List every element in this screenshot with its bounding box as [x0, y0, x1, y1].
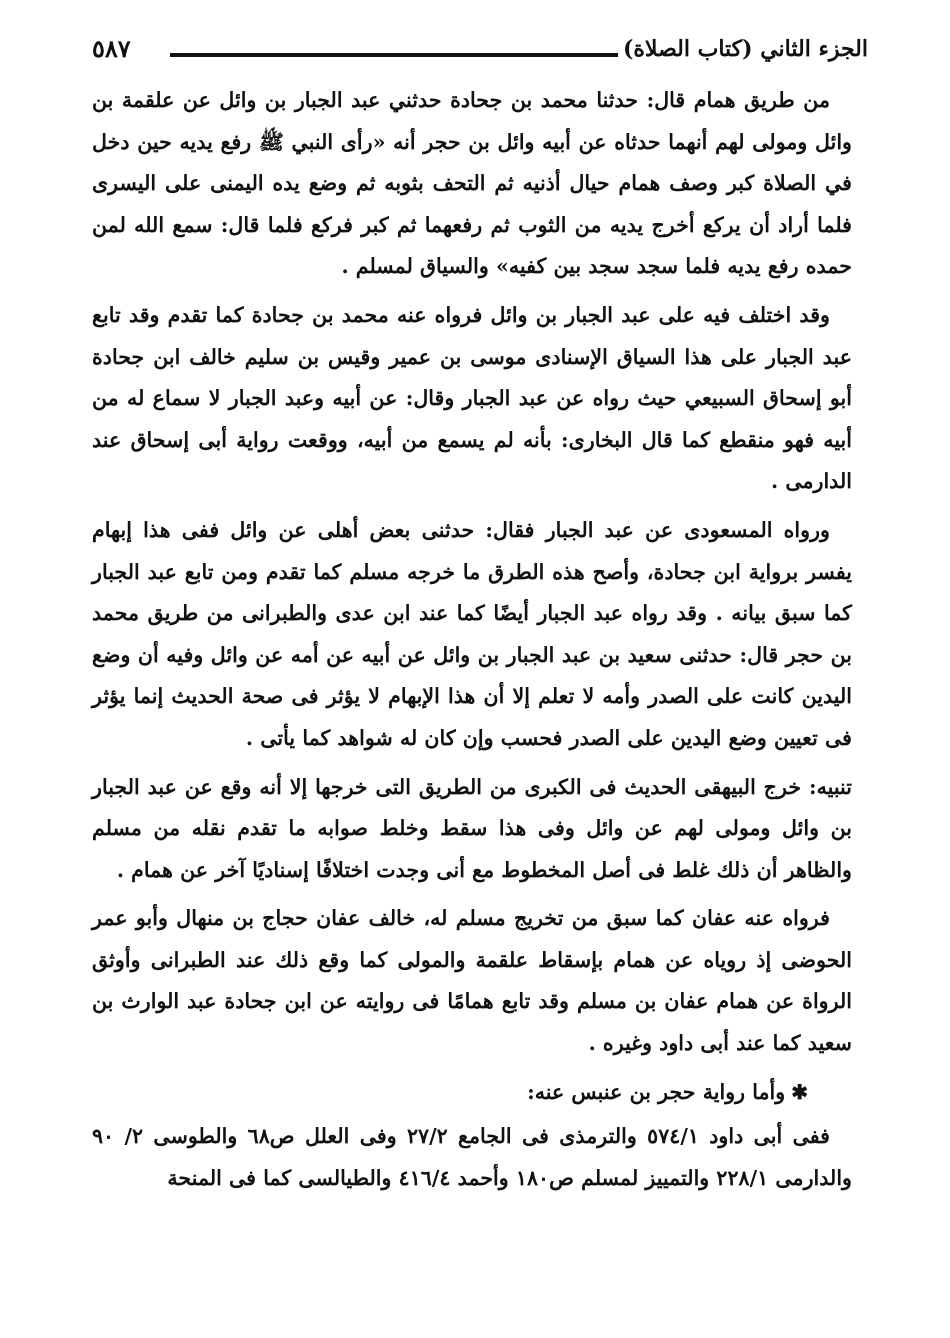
page-number: ٥٨٧	[92, 34, 131, 63]
section-heading-line	[92, 1072, 852, 1114]
running-head: الجزء الثاني (كتاب الصلاة)	[623, 36, 868, 62]
notice-label: تنبيه:	[808, 774, 853, 799]
paragraph-2: وقد اختلف فيه على عبد الجبار بن وائل فرواه عنه محمد بن جحادة كما تقدم وقد تابع عبد الجبار على هذا السياق الإسنادى موسى بن عمير وقيس بن سليم خالف ابن جحادة أبو إسحاق السبيعي حيث رواه عن عبد الجبار وقال: عن أبيه وعبد الجبار لا سماع له من أبيه فهو منقطع كما قال البخارى: بأنه لم يسمع من أبيه، ووقعت رواية أبى إسحاق عند الدارمى .	[92, 302, 852, 494]
page-header	[92, 30, 868, 74]
paragraph-1: من طريق همام قال: حدثنا محمد بن جحادة حدثني عبد الجبار بن وائل عن علقمة بن وائل ومولى لهم أنهما حدثاه عن أبيه وائل بن حجر أنه «رأى النبي ﷺ رفع يديه حين دخل في الصلاة كبر وصف همام حيال أذنيه ثم التحف بثوبه ثم وضع يده اليمنى على اليسرى فلما أراد أن يركع أخرج يديه من الثوب ثم رفعهما ثم كبر فركع فلما قال: سمع الله لمن حمده رفع يديه فلما سجد سجد بين كفيه» والسياق لمسلم .	[92, 88, 852, 279]
paragraph-3: ورواه المسعودى عن عبد الجبار فقال: حدثنى بعض أهلى عن وائل ففى هذا إبهام يفسر برواية ابن جحادة، وأصح هذه الطرق ما خرجه مسلم كما تقدم ومن تابع عبد الجبار كما سبق بيانه . وقد رواه عبد الجبار أيضًا كما عند ابن عدى والطبرانى من طريق محمد بن حجر قال: حدثنى سعيد بن عبد الجبار بن وائل عن أبيه عن أمه عن وائل وفيه أن وضع اليدين كانت على الصدر وأمه لا تعلم إلا أن هذا الإبهام لا يؤثر فى صحة الحديث إنما يؤثر فى تعيين وضع اليدين على الصدر فحسب وإن كان له شواهد كما يأتى .	[92, 517, 852, 750]
last-paragraph: ففى أبى داود ٥٧٤/١ والترمذى فى الجامع ٢٧/٢ وفى العلل ص٦٨ والطوسى ٢/ ٩٠ والدارمى ٢٢٨/١ والتمييز لمسلم ص١٨٠ وأحمد ٤١٦/٤ والطيالسى كما فى المنحة	[92, 1124, 852, 1190]
section-heading: وأما رواية حجر بن عنبس عنه:	[527, 1079, 786, 1104]
paragraph-after-notice: فرواه عنه عفان كما سبق من تخريج مسلم له، خالف عفان حجاج بن منهال وأبو عمر الحوضى إذ روياه عن همام بإسقاط علقمة والمولى كما وقع ذلك عند الطبرانى وأوثق الرواة عن همام عفان بن مسلم وقد تابع همامًا فى روايته عن ابن جحادة عبد الوارث بن سعيد كما عند أبى داود وغيره .	[92, 906, 852, 1056]
notice-paragraph	[92, 767, 852, 892]
star-icon: ✱	[791, 1079, 808, 1104]
body-text	[92, 80, 852, 1206]
header-rule	[170, 53, 618, 57]
notice-text: خرج البيهقى الحديث فى الكبرى من الطريق التى خرجها إلا أنه وقع عن عبد الجبار بن وائل ومولى لهم عن وائل وفى هذا سقط وخلط صوابه ما تقدم نقله من مسلم والظاهر أن ذلك غلط فى أصل المخطوط مع أنى وجدت اختلافًا إسناديًا آخر عن همام .	[92, 774, 852, 882]
